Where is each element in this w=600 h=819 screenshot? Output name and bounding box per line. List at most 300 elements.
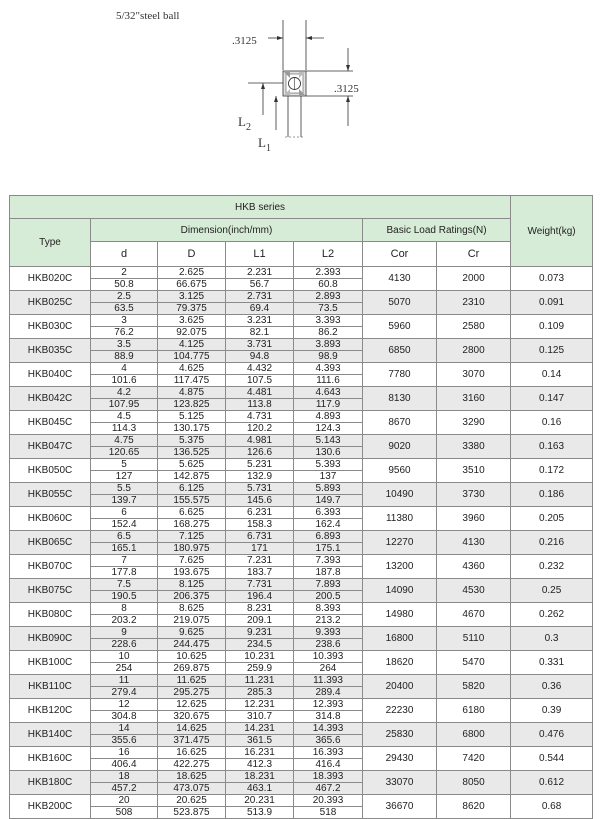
cell-weight: 0.25 xyxy=(511,579,593,603)
cell-l1 xyxy=(226,795,294,819)
cell-l1 xyxy=(226,699,294,723)
cell-l1-mm: 412.3 xyxy=(246,759,273,770)
header-dimension-group: Dimension(inch/mm) xyxy=(91,219,363,242)
cell-d-mm: 406.4 xyxy=(111,759,137,770)
cell-l1-mm: 310.7 xyxy=(246,711,273,722)
cell-l1-mm: 158.3 xyxy=(246,519,273,530)
cell-type: HKB200C xyxy=(10,795,91,819)
cell-l1-inch: 7.731 xyxy=(226,579,293,591)
cell-l2-mm: 175.1 xyxy=(315,543,341,554)
cell-d-inch: 5.5 xyxy=(91,483,157,495)
cell-d-mm: 101.6 xyxy=(111,375,137,386)
cell-l2-inch: 11.393 xyxy=(294,675,362,687)
cell-d-mm: 117.475 xyxy=(173,375,210,386)
cell-l2-mm: 149.7 xyxy=(315,495,341,506)
cell-l2-inch: 12.393 xyxy=(294,699,362,711)
cell-type: HKB090C xyxy=(10,627,91,651)
table-row xyxy=(10,315,593,339)
cell-cr: 2580 xyxy=(437,315,511,339)
cell-d-inch: 12.625 xyxy=(158,699,225,711)
cell-cr: 5820 xyxy=(437,675,511,699)
cell-cr: 4670 xyxy=(437,603,511,627)
cell-d xyxy=(158,459,226,483)
cell-l1-inch: 2.231 xyxy=(226,267,293,279)
cell-d xyxy=(158,267,226,291)
cell-d-inch: 4.625 xyxy=(158,363,225,375)
cell-l2-mm: 264 xyxy=(319,663,337,674)
header-D: D xyxy=(158,242,226,267)
cell-cor: 22230 xyxy=(363,699,437,723)
cell-d-mm: 371.475 xyxy=(173,735,210,746)
cell-type: HKB160C xyxy=(10,747,91,771)
cell-d-mm: 219.075 xyxy=(173,615,210,626)
cell-l2-mm: 124.3 xyxy=(315,423,341,434)
cell-d xyxy=(158,411,226,435)
table-row xyxy=(10,747,593,771)
cell-cor: 36670 xyxy=(363,795,437,819)
cell-d-mm: 66.675 xyxy=(176,279,207,290)
cell-type: HKB035C xyxy=(10,339,91,363)
cell-cr: 6180 xyxy=(437,699,511,723)
cell-l2 xyxy=(294,363,363,387)
cell-l2 xyxy=(294,483,363,507)
header-cr: Cr xyxy=(437,242,511,267)
cell-weight: 0.163 xyxy=(511,435,593,459)
cell-l2-mm: 162.4 xyxy=(315,519,341,530)
cell-d-mm: 228.6 xyxy=(111,639,137,650)
cell-type: HKB045C xyxy=(10,411,91,435)
cell-l2 xyxy=(294,291,363,315)
cell-l2 xyxy=(294,699,363,723)
cell-type: HKB140C xyxy=(10,723,91,747)
cell-type: HKB030C xyxy=(10,315,91,339)
cell-l1-mm: 132.9 xyxy=(246,471,273,482)
cell-d-mm: 120.65 xyxy=(108,447,140,458)
spec-table-body xyxy=(10,267,593,819)
cell-d xyxy=(91,411,158,435)
cell-l2 xyxy=(294,339,363,363)
cell-l1-inch: 10.231 xyxy=(226,651,293,663)
cell-l1-inch: 6.731 xyxy=(226,531,293,543)
cell-weight: 0.109 xyxy=(511,315,593,339)
cell-l1-mm: 361.5 xyxy=(246,735,273,746)
cell-weight: 0.14 xyxy=(511,363,593,387)
cell-l2-mm: 98.9 xyxy=(318,351,338,362)
cell-l2-inch: 18.393 xyxy=(294,771,362,783)
cell-d-inch: 3 xyxy=(91,315,157,327)
cell-d-inch: 16 xyxy=(91,747,157,759)
cell-l1-inch: 11.231 xyxy=(226,675,293,687)
cell-d-inch: 6.5 xyxy=(91,531,157,543)
cell-cor: 13200 xyxy=(363,555,437,579)
cell-l2-inch: 14.393 xyxy=(294,723,362,735)
cell-l2-mm: 73.5 xyxy=(318,303,338,314)
cell-d-mm: 180.975 xyxy=(173,543,210,554)
cell-cr: 4130 xyxy=(437,531,511,555)
cell-cor: 14980 xyxy=(363,603,437,627)
cell-d-inch: 4 xyxy=(91,363,157,375)
cell-l1 xyxy=(226,555,294,579)
cell-weight: 0.331 xyxy=(511,651,593,675)
cell-cr: 4530 xyxy=(437,579,511,603)
cell-l1-inch: 8.231 xyxy=(226,603,293,615)
cell-type: HKB050C xyxy=(10,459,91,483)
cell-l1 xyxy=(226,675,294,699)
cell-d-mm: 244.475 xyxy=(173,639,210,650)
cell-cor: 9560 xyxy=(363,459,437,483)
cell-l2-inch: 5.893 xyxy=(294,483,362,495)
cell-weight: 0.205 xyxy=(511,507,593,531)
cell-l2-mm: 314.8 xyxy=(315,711,341,722)
cell-l1-inch: 14.231 xyxy=(226,723,293,735)
cell-l2-mm: 238.6 xyxy=(315,639,341,650)
cell-d xyxy=(158,795,226,819)
table-row xyxy=(10,483,593,507)
cell-d-inch: 8.125 xyxy=(158,579,225,591)
cell-d-inch: 7.125 xyxy=(158,531,225,543)
cell-cor: 25830 xyxy=(363,723,437,747)
cell-cor: 20400 xyxy=(363,675,437,699)
cell-d xyxy=(91,531,158,555)
cell-d-mm: 320.675 xyxy=(173,711,210,722)
cell-l1-mm: 171 xyxy=(251,543,268,554)
cell-d-inch: 2 xyxy=(91,267,157,279)
cell-d xyxy=(91,579,158,603)
cell-d xyxy=(91,723,158,747)
cell-l1-mm: 82.1 xyxy=(249,327,270,338)
cell-l1-mm: 56.7 xyxy=(249,279,270,290)
cell-d xyxy=(158,387,226,411)
cell-d xyxy=(158,675,226,699)
cell-d-inch: 20 xyxy=(91,795,157,807)
cell-d xyxy=(91,363,158,387)
cell-type: HKB180C xyxy=(10,771,91,795)
cell-cor: 9020 xyxy=(363,435,437,459)
header-type: Type xyxy=(10,219,91,267)
cell-l2 xyxy=(294,507,363,531)
cell-d-mm: 152.4 xyxy=(111,519,137,530)
cell-cor: 10490 xyxy=(363,483,437,507)
cell-l2-inch: 7.393 xyxy=(294,555,362,567)
cell-l2-mm: 137 xyxy=(319,471,337,482)
cell-cor: 16800 xyxy=(363,627,437,651)
cell-cr: 8050 xyxy=(437,771,511,795)
cell-type: HKB065C xyxy=(10,531,91,555)
cell-d-mm: 190.5 xyxy=(111,591,137,602)
cell-l2 xyxy=(294,435,363,459)
cell-l2 xyxy=(294,555,363,579)
cell-cr: 3160 xyxy=(437,387,511,411)
cell-d-inch: 10 xyxy=(91,651,157,663)
cell-d-inch: 3.625 xyxy=(158,315,225,327)
cell-d-mm: 269.875 xyxy=(173,663,210,674)
cell-l1-mm: 209.1 xyxy=(246,615,273,626)
l1-label: $L_1$ xyxy=(258,135,271,154)
cell-d xyxy=(91,747,158,771)
cell-d-mm: 193.675 xyxy=(173,567,210,578)
cell-l1 xyxy=(226,387,294,411)
cell-type: HKB055C xyxy=(10,483,91,507)
cell-d-inch: 14.625 xyxy=(158,723,225,735)
cell-l2-inch: 4.643 xyxy=(294,387,362,399)
cell-l1-inch: 3.231 xyxy=(226,315,293,327)
cell-l2-inch: 2.893 xyxy=(294,291,362,303)
table-row xyxy=(10,531,593,555)
cell-l1 xyxy=(226,627,294,651)
table-row xyxy=(10,555,593,579)
cell-l2 xyxy=(294,651,363,675)
cell-l1-inch: 4.731 xyxy=(226,411,293,423)
cell-d-inch: 4.2 xyxy=(91,387,157,399)
cell-d xyxy=(158,579,226,603)
cell-l1-mm: 113.8 xyxy=(247,399,272,410)
cell-cor: 11380 xyxy=(363,507,437,531)
cell-cr: 7420 xyxy=(437,747,511,771)
header-weight: Weight(kg) xyxy=(511,196,593,267)
cell-d xyxy=(91,315,158,339)
cell-cor: 18620 xyxy=(363,651,437,675)
cell-l2-inch: 8.393 xyxy=(294,603,362,615)
cell-cor: 6850 xyxy=(363,339,437,363)
cell-type: HKB075C xyxy=(10,579,91,603)
cell-d-mm: 355.6 xyxy=(111,735,137,746)
cell-l2-mm: 117.9 xyxy=(315,399,341,410)
header-cor: Cor xyxy=(363,242,437,267)
cell-d xyxy=(91,435,158,459)
cell-l1 xyxy=(226,267,294,291)
cell-l1-inch: 9.231 xyxy=(226,627,293,639)
cell-d-inch: 5 xyxy=(91,459,157,471)
cell-type: HKB060C xyxy=(10,507,91,531)
cell-l2-inch: 16.393 xyxy=(294,747,362,759)
cell-d-inch: 7.5 xyxy=(91,579,157,591)
cell-d-inch: 7 xyxy=(91,555,157,567)
cell-l2-mm: 518 xyxy=(319,807,337,818)
cell-l1-inch: 3.731 xyxy=(226,339,293,351)
cell-d-mm: 136.525 xyxy=(173,447,210,458)
cell-l2 xyxy=(294,267,363,291)
cell-cr: 8620 xyxy=(437,795,511,819)
cell-l2-mm: 86.2 xyxy=(318,327,338,338)
cell-d xyxy=(91,555,158,579)
cell-l2 xyxy=(294,627,363,651)
cell-l2 xyxy=(294,747,363,771)
cell-l1-inch: 20.231 xyxy=(226,795,293,807)
cell-d xyxy=(158,723,226,747)
cell-d xyxy=(91,675,158,699)
cell-d xyxy=(91,627,158,651)
cell-d-mm: 304.8 xyxy=(111,711,137,722)
cell-l2-mm: 289.4 xyxy=(315,687,341,698)
cell-cor: 5960 xyxy=(363,315,437,339)
cell-d-mm: 254 xyxy=(115,663,133,674)
cell-d-mm: 279.4 xyxy=(111,687,137,698)
cell-d-mm: 50.8 xyxy=(114,279,134,290)
cell-l1 xyxy=(226,483,294,507)
cell-l1-inch: 4.481 xyxy=(226,387,293,399)
cell-cr: 3510 xyxy=(437,459,511,483)
cell-l2 xyxy=(294,579,363,603)
cell-l1-mm: 120.2 xyxy=(246,423,273,434)
cell-type: HKB100C xyxy=(10,651,91,675)
cell-d xyxy=(158,771,226,795)
cell-l2 xyxy=(294,411,363,435)
cell-d xyxy=(158,627,226,651)
cell-d xyxy=(158,483,226,507)
cell-cor: 29430 xyxy=(363,747,437,771)
cell-d-mm: 206.375 xyxy=(173,591,210,602)
cell-cor: 8130 xyxy=(363,387,437,411)
cell-weight: 0.476 xyxy=(511,723,593,747)
cell-l1 xyxy=(226,459,294,483)
cell-l2-inch: 20.393 xyxy=(294,795,362,807)
cell-l2 xyxy=(294,771,363,795)
cell-cr: 2310 xyxy=(437,291,511,315)
table-row xyxy=(10,459,593,483)
cell-l2-inch: 6.393 xyxy=(294,507,362,519)
cell-d xyxy=(91,459,158,483)
cell-l2-mm: 416.4 xyxy=(315,759,341,770)
cell-l2 xyxy=(294,387,363,411)
bearing-cross-section-drawing xyxy=(228,20,398,155)
cell-d-inch: 11.625 xyxy=(158,675,225,687)
height-dimension-label: .3125 xyxy=(334,83,359,95)
cell-l1-inch: 7.231 xyxy=(226,555,293,567)
cell-weight: 0.172 xyxy=(511,459,593,483)
cell-type: HKB040C xyxy=(10,363,91,387)
cell-l2 xyxy=(294,675,363,699)
cell-cor: 33070 xyxy=(363,771,437,795)
cell-cr: 6800 xyxy=(437,723,511,747)
cell-l2-inch: 2.393 xyxy=(294,267,362,279)
cell-type: HKB080C xyxy=(10,603,91,627)
cell-d-inch: 3.5 xyxy=(91,339,157,351)
width-dimension-label: .3125 xyxy=(232,35,257,47)
cell-l1-inch: 4.432 xyxy=(226,363,293,375)
cell-l1-mm: 183.7 xyxy=(246,567,273,578)
cell-d-inch: 9.625 xyxy=(158,627,225,639)
cell-d xyxy=(158,651,226,675)
cell-weight: 0.147 xyxy=(511,387,593,411)
cell-d-mm: 79.375 xyxy=(176,303,207,314)
table-row xyxy=(10,507,593,531)
cell-l1 xyxy=(226,507,294,531)
cell-l2-mm: 111.6 xyxy=(316,375,340,386)
cell-l2-inch: 6.893 xyxy=(294,531,362,543)
cell-l1-mm: 126.6 xyxy=(246,447,273,458)
cell-type: HKB120C xyxy=(10,699,91,723)
cell-d-inch: 6.625 xyxy=(158,507,225,519)
cell-d-inch: 7.625 xyxy=(158,555,225,567)
cell-d xyxy=(91,387,158,411)
cell-d-inch: 18.625 xyxy=(158,771,225,783)
cell-weight: 0.216 xyxy=(511,531,593,555)
cell-d-inch: 2.5 xyxy=(91,291,157,303)
cell-l1 xyxy=(226,315,294,339)
cell-type: HKB047C xyxy=(10,435,91,459)
cell-d xyxy=(158,435,226,459)
cell-d xyxy=(158,699,226,723)
series-title: HKB series xyxy=(10,196,511,219)
cell-d-inch: 8.625 xyxy=(158,603,225,615)
cell-d-mm: 422.275 xyxy=(173,759,210,770)
cell-d-inch: 10.625 xyxy=(158,651,225,663)
cell-weight: 0.186 xyxy=(511,483,593,507)
cell-cor: 8670 xyxy=(363,411,437,435)
cell-l2-mm: 60.8 xyxy=(318,279,338,290)
cell-l1-mm: 145.6 xyxy=(246,495,273,506)
cell-d-mm: 123.825 xyxy=(173,399,210,410)
cell-l1-mm: 463.1 xyxy=(246,783,273,794)
cell-l1 xyxy=(226,651,294,675)
cell-l2-mm: 200.5 xyxy=(315,591,341,602)
cell-d-inch: 8 xyxy=(91,603,157,615)
cell-d-inch: 2.625 xyxy=(158,267,225,279)
cell-d xyxy=(158,555,226,579)
cell-l1 xyxy=(226,723,294,747)
cell-d-inch: 9 xyxy=(91,627,157,639)
cell-cr: 2800 xyxy=(437,339,511,363)
cell-d-mm: 203.2 xyxy=(111,615,137,626)
cell-weight: 0.232 xyxy=(511,555,593,579)
cell-d xyxy=(91,507,158,531)
cell-l1-inch: 5.731 xyxy=(226,483,293,495)
cell-d-mm: 130.175 xyxy=(173,423,210,434)
cell-l2-inch: 10.393 xyxy=(294,651,362,663)
cell-l1 xyxy=(226,435,294,459)
cell-d-inch: 4.5 xyxy=(91,411,157,423)
cell-d xyxy=(158,747,226,771)
cell-d xyxy=(91,651,158,675)
cell-cor: 4130 xyxy=(363,267,437,291)
cell-l2 xyxy=(294,795,363,819)
table-row xyxy=(10,363,593,387)
table-row xyxy=(10,387,593,411)
cell-l2-mm: 187.8 xyxy=(315,567,341,578)
cell-cr: 3730 xyxy=(437,483,511,507)
cell-d-mm: 508 xyxy=(115,807,133,818)
table-row xyxy=(10,435,593,459)
cell-l1-inch: 4.981 xyxy=(226,435,293,447)
cell-d-inch: 16.625 xyxy=(158,747,225,759)
table-row xyxy=(10,699,593,723)
cell-cr: 3290 xyxy=(437,411,511,435)
cell-d xyxy=(158,507,226,531)
cell-d xyxy=(158,291,226,315)
header-l2: L2 xyxy=(294,242,363,267)
cell-d-mm: 127 xyxy=(115,471,133,482)
cell-type: HKB025C xyxy=(10,291,91,315)
cell-d-mm: 114.3 xyxy=(111,423,137,434)
cell-l1-inch: 5.231 xyxy=(226,459,293,471)
cell-d xyxy=(158,315,226,339)
table-row xyxy=(10,651,593,675)
cell-cor: 12270 xyxy=(363,531,437,555)
cell-d-inch: 20.625 xyxy=(158,795,225,807)
cell-weight: 0.073 xyxy=(511,267,593,291)
cell-l2-mm: 467.2 xyxy=(315,783,341,794)
cell-weight: 0.68 xyxy=(511,795,593,819)
cell-l2 xyxy=(294,531,363,555)
cell-cr: 3380 xyxy=(437,435,511,459)
cell-l1-inch: 2.731 xyxy=(226,291,293,303)
cell-cr: 3070 xyxy=(437,363,511,387)
cell-d-inch: 5.125 xyxy=(158,411,225,423)
cell-d-mm: 63.5 xyxy=(114,303,134,314)
cell-l1 xyxy=(226,579,294,603)
cell-l1-mm: 94.8 xyxy=(249,351,270,362)
cell-d-inch: 12 xyxy=(91,699,157,711)
